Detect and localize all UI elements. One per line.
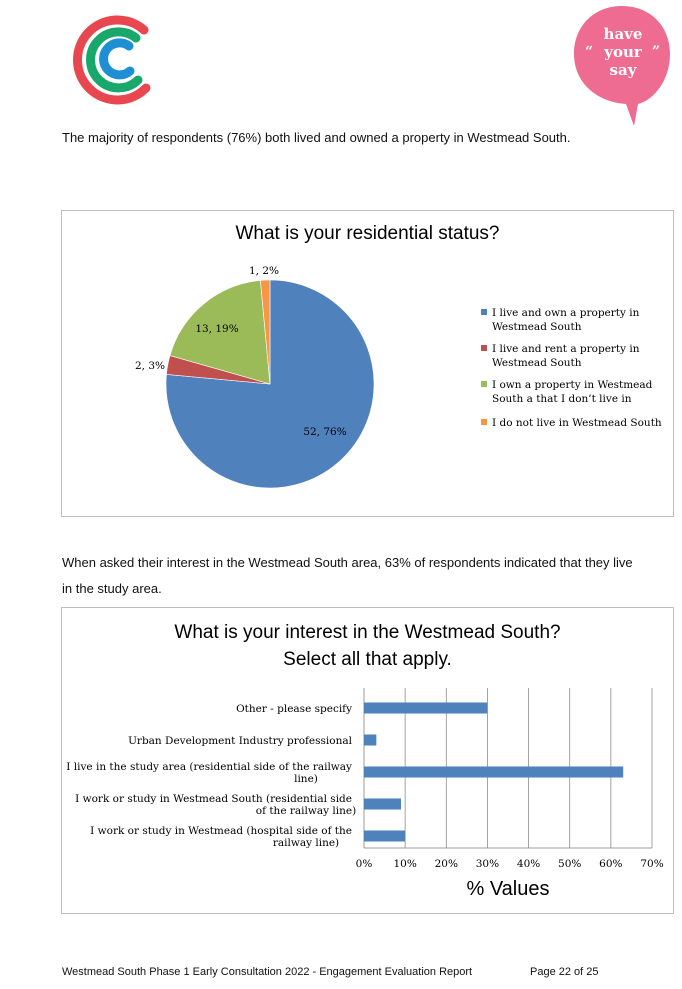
legend-label: I live and own a property in (492, 307, 640, 319)
bar (364, 767, 623, 778)
chart-title-line-2: Select all that apply. (283, 649, 452, 670)
x-axis-title: % Values (466, 878, 550, 900)
category-label: Urban Development Industry professional (128, 735, 352, 747)
tick-label: 60% (599, 858, 623, 870)
category-label: of the railway line) (255, 805, 357, 817)
interest-chart (61, 607, 674, 914)
residential-status-chart (61, 210, 674, 517)
have-your-say-logo-icon (572, 4, 672, 128)
category-label: I work or study in Westmead (hospital side of the (90, 825, 352, 837)
category-label: line) (294, 773, 318, 785)
bar-chart-svg (62, 608, 673, 913)
svg-text:your: your (604, 43, 642, 61)
legend-label: I own a property in Westmead (492, 379, 653, 391)
chart-title: What is your residential status? (235, 223, 500, 244)
tick-label: 10% (393, 858, 417, 870)
legend-label: I do not live in Westmead South (492, 417, 662, 429)
tick-label: 40% (516, 858, 541, 870)
summary-paragraph-interest: When asked their interest in the Westmead South area, 63% of respondents indicated that they live in the study area. (62, 555, 633, 596)
pie-data-label: 13, 19% (195, 323, 239, 335)
legend-label: Westmead South (492, 321, 582, 333)
category-label: I work or study in Westmead South (residential side (75, 793, 352, 805)
legend-swatch (481, 419, 487, 425)
bar (364, 735, 376, 746)
category-label: Other - please specify (236, 703, 352, 715)
tick-label: 70% (640, 858, 664, 870)
pie-chart-svg (62, 211, 673, 516)
legend-swatch (481, 345, 487, 351)
tick-label: 50% (558, 858, 582, 870)
legend-swatch (481, 309, 487, 315)
council-logo-icon (66, 8, 162, 106)
summary-paragraph-residential: The majority of respondents (76%) both lived and owned a property in Westmead South. (62, 130, 571, 145)
bar (364, 799, 401, 810)
page-number: Page 22 of 25 (530, 966, 599, 978)
legend-swatch (481, 381, 487, 387)
pie-data-label: 52, 76% (303, 426, 347, 438)
bar (364, 703, 487, 714)
footer-report-title: Westmead South Phase 1 Early Consultation 2022 - Engagement Evaluation Report (62, 966, 473, 978)
category-label: I live in the study area (residential side of the railway (66, 761, 352, 773)
tick-label: 0% (355, 858, 373, 870)
category-label: railway line) (272, 837, 340, 849)
tick-label: 30% (475, 858, 500, 870)
bar (364, 831, 405, 842)
svg-text:have: have (603, 25, 643, 43)
pie-data-label: 2, 3% (134, 360, 165, 372)
svg-text:”: ” (652, 44, 661, 60)
tick-label: 20% (434, 858, 458, 870)
pie-data-label: 1, 2% (248, 265, 280, 277)
chart-title-line-1: What is your interest in the Westmead South? (174, 622, 561, 643)
svg-text:“: “ (585, 44, 594, 60)
legend-label: South a that I don’t live in (492, 393, 632, 405)
legend-label: Westmead South (492, 357, 582, 369)
svg-text:say: say (609, 61, 637, 79)
legend-label: I live and rent a property in (492, 343, 640, 355)
